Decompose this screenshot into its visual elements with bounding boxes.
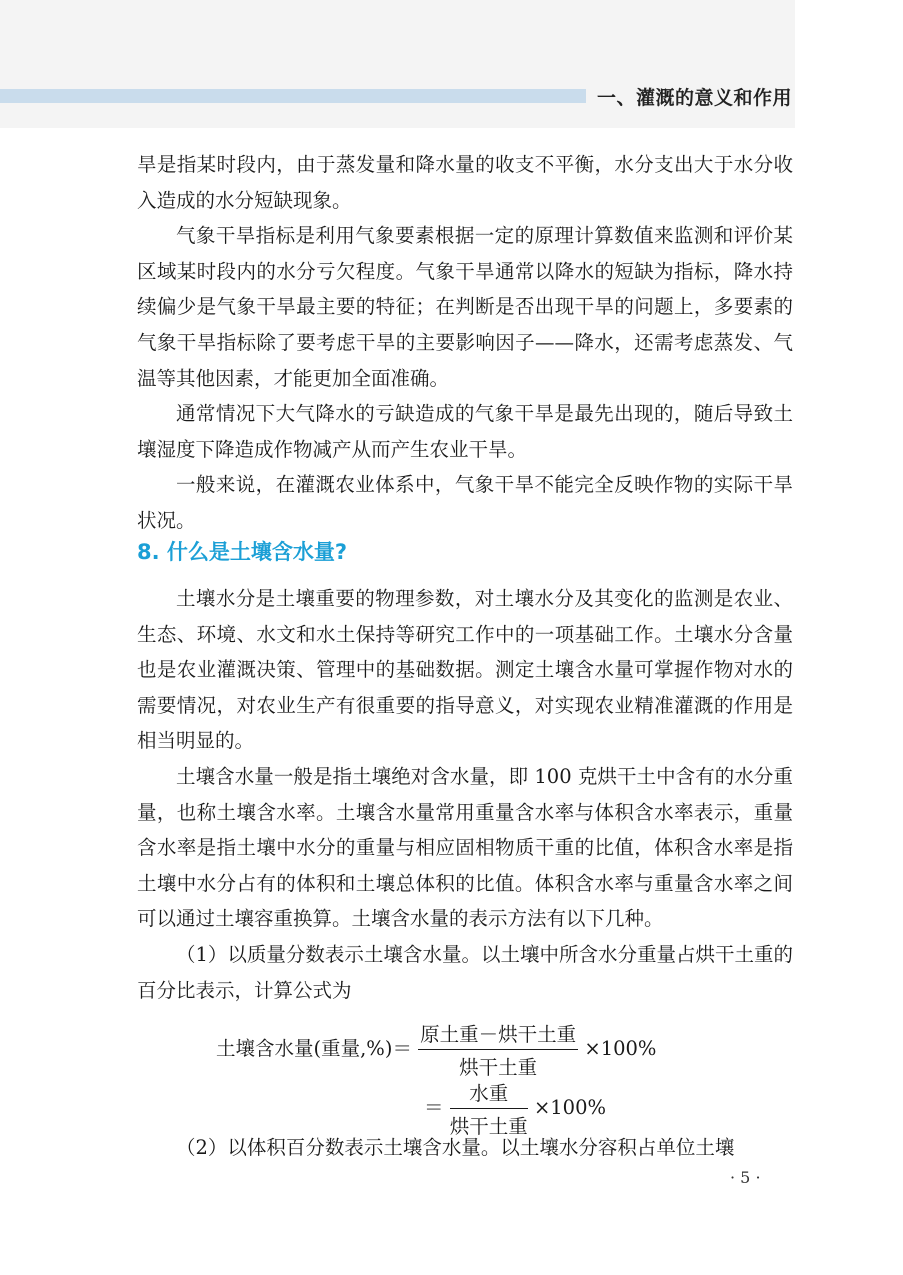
paragraph: 一般来说，在灌溉农业体系中，气象干旱不能完全反映作物的实际干旱状况。 <box>137 473 793 532</box>
section-body-text <box>137 581 793 1008</box>
formula-lhs: 土壤含水量(重量,%)＝ <box>216 1037 412 1060</box>
paragraph: 土壤水分是土壤重要的物理参数，对土壤水分及其变化的监测是农业、生态、环境、水文和水土保持等研究工作中的一项基础工作。土壤水分含量也是农业灌溉决策、管理中的基础数据。测定土壤含水量可掌握作物对水的需要情况，对农业生产有很重要的指导意义，对实现农业精准灌溉的作用是相当明显的。 <box>137 587 793 753</box>
formula-numerator: 水重 <box>450 1078 528 1109</box>
bottom-body-text <box>137 1130 793 1166</box>
formula-denominator: 烘干土重 <box>459 1056 538 1079</box>
chapter-title: 一、灌溉的意义和作用 <box>597 87 793 109</box>
header-stripe <box>0 89 586 103</box>
section-heading: 8. 什么是土壤含水量? <box>137 540 348 564</box>
paragraph: （1）以质量分数表示土壤含水量。以土壤中所含水分重量占烘干土重的百分比表示，计算公式为 <box>137 942 793 1002</box>
paragraph: 气象干旱指标是利用气象要素根据一定的原理计算数值来监测和评价某区域某时段内的水分亏欠程度。气象干旱通常以降水的短缺为指标，降水持续偏少是气象干旱最主要的特征；在判断是否出现干旱的问题上，多要素的气象干旱指标除了要考虑干旱的主要影响因子——降水，还需考虑蒸发、气温等其他因素，才能更加全面准确。 <box>137 224 793 390</box>
formula-line-1 <box>216 1019 656 1080</box>
top-body-text <box>137 147 793 539</box>
formula-multiplier: ×100% <box>584 1037 657 1060</box>
paragraph: （2）以体积百分数表示土壤含水量。以土壤水分容积占单位土壤 <box>176 1136 735 1159</box>
paragraph: 土壤含水量一般是指土壤绝对含水量，即 100 克烘干土中含有的水分重量，也称土壤含水率。土壤含水量常用重量含水率与体积含水率表示，重量含水率是指土壤中水分的重量与相应固相物质干重的比值，体积含水率是指土壤中水分占有的体积和土壤总体积的比值。体积含水率与重量含水率之间可以通过土壤容重换算。土壤含水量的表示方法有以下几种。 <box>137 764 793 931</box>
page-number: · 5 · <box>730 1168 761 1187</box>
paragraph: 通常情况下大气降水的亏缺造成的气象干旱是最先出现的，随后导致土壤湿度下降造成作物减产从而产生农业干旱。 <box>137 402 793 461</box>
formula-fraction-1 <box>418 1019 578 1080</box>
formula-denominator: 烘干土重 <box>449 1115 528 1138</box>
paragraph: 旱是指某时段内，由于蒸发量和降水量的收支不平衡，水分支出大于水分收入造成的水分短缺现象。 <box>137 153 793 212</box>
formula-equals: ＝ <box>424 1096 444 1119</box>
formula-numerator: 原土重－烘干土重 <box>418 1019 578 1050</box>
formula-multiplier: ×100% <box>533 1096 607 1119</box>
